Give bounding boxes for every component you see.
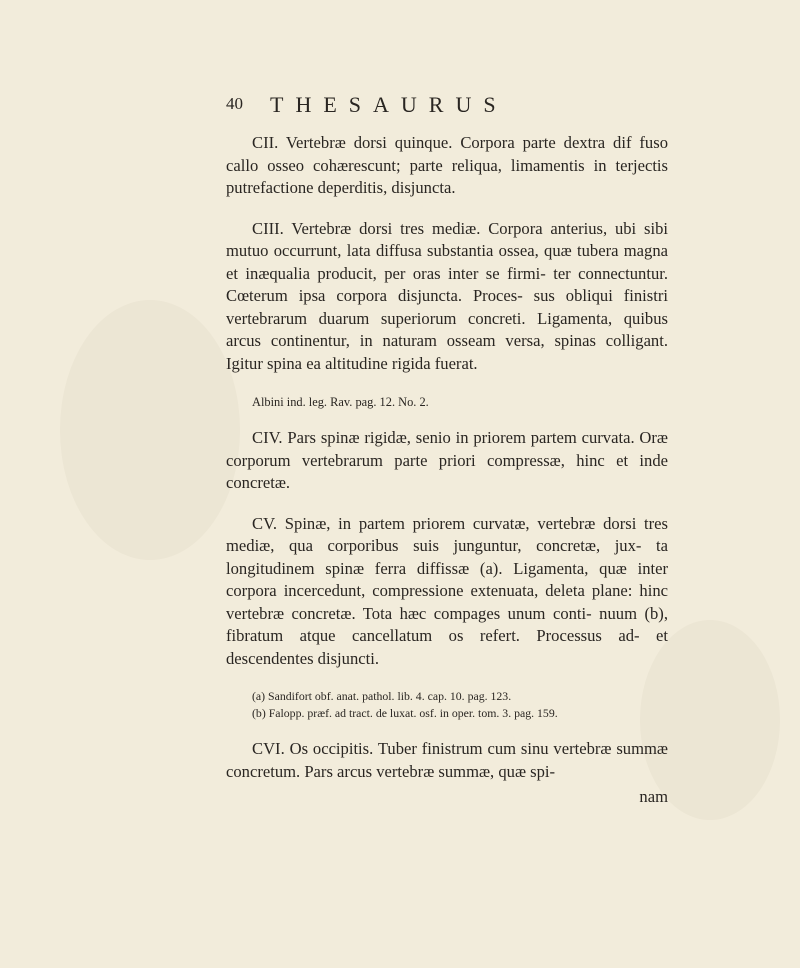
page-number: 40 (226, 94, 243, 113)
page-body (226, 132, 668, 807)
footnote-b: (b) Falopp. præf. ad tract. de luxat. osf. in oper. tom. 3. pag. 159. (252, 706, 558, 720)
paragraph-cii: CII. Vertebræ dorsi quinque. Corpora parte dextra dif fuso callo osseo cohærescunt; parte reliqua, limamentis in terjectis putrefactione deperditis, disjuncta. (226, 133, 668, 197)
catchword: nam (639, 787, 668, 806)
footnotes (226, 688, 668, 722)
reference-note: Albini ind. leg. Rav. pag. 12. No. 2. (252, 395, 429, 409)
paper-stain (60, 300, 240, 560)
running-title: THESAURUS (270, 92, 508, 117)
paragraph-ciii: CIII. Vertebræ dorsi tres mediæ. Corpora anterius, ubi sibi mutuo occurrunt, lata diffusa substantia ossea, quæ tubera magna et inæqualia producit, per oras inter se firmi- ter connectuntur. Cœterum ipsa corpora disjuncta. Proces- sus obliqui finistri vertebrarum duarum superiorum concreti. Ligamenta, quibus arcus continentur, in naturam osseam versa, spinas colligant. Igitur spina ea altitudine rigida fuerat. (226, 218, 668, 373)
page-header (226, 92, 666, 122)
paragraph-cv: CV. Spinæ, in partem priorem curvatæ, vertebræ dorsi tres mediæ, qua corporibus suis junguntur, concretæ, jux- ta longitudinem spinæ ferra diffissæ (a). Ligamenta, quæ inter corpora incercedunt, compressione extenuata, deleta plane: hinc vertebræ concretæ. Tota hæc compages unum conti- nuum (b), fibratum atque cancellatum os refert. Processus ad- et descendentes disjuncti. (226, 513, 668, 668)
footnote-a: (a) Sandifort obf. anat. pathol. lib. 4. cap. 10. pag. 123. (252, 689, 512, 703)
paragraph-cvi: CVI. Os occipitis. Tuber finistrum cum sinu vertebræ summæ concretum. Pars arcus vertebræ summæ, quæ spi- (226, 739, 668, 781)
paragraph-civ: CIV. Pars spinæ rigidæ, senio in priorem partem curvata. Oræ corporum vertebrarum parte priori compressæ, hinc et inde concretæ. (226, 428, 668, 492)
